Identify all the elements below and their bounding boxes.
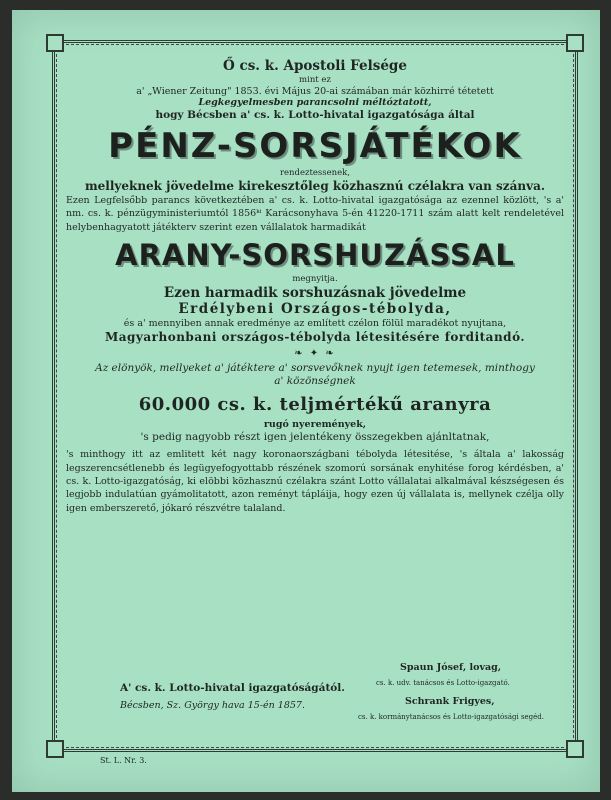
header-line: mint ez (299, 74, 331, 85)
body-line: rugó nyeremények, (263, 419, 367, 431)
body-paragraph: Ezen Legfelsőbb parancs következtében a' cs. k. Lotto-hivatal igazgatósága az ezennel közlött, 's a' nm. cs. k. pénzügyministeriumtól 1856ᵏⁱ Karácsonyhava 5-én 41220-1711 szám alatt kelt rendeletével helybenhagyatott játékterv szerint ezen vállalatok harmadikát (66, 195, 564, 233)
poster-content (62, 58, 568, 515)
corner-ornament (566, 740, 584, 758)
signature-name: Spaun Jósef, lovag, (400, 662, 502, 673)
body-line: a' közönségnek (274, 375, 356, 388)
header-line: hogy Bécsben a' cs. k. Lotto-hivatal igazgatósága által (155, 109, 475, 122)
poster-title: Ő cs. k. Apostoli Felsége (223, 58, 407, 74)
body-paragraph: 's minthogy itt az emlitett két nagy koronaországbani tébolyda létesitése, 's általa a' lakosság legszerencsétlenebb és legügyefogyottabb részének szomorú sorsának enyhitése forog kérdésben, a' cs. k. Lotto-igazgatóság, ki elöbbi közhasznú czélakra szánt Lotto vállalatai alkalmával készségesen és legjobb indulatúan gyámolitatott, azon reményt tápláija, hogy ezen új vállalata is, mellynek czélja olly igen emberszerető, jókaró részvétre talaland. (66, 449, 564, 514)
body-line: Magyarhonbani országos-tébolyda létesitésére forditandó. (104, 330, 526, 345)
signature-title: cs. k. udv. tanácsos és Lotto-igazgató. (376, 679, 510, 687)
signoff-from: A' cs. k. Lotto-hivatal igazgatóságától. (120, 682, 345, 694)
signoff-date: Bécsben, Sz. György hava 15-én 1857. (120, 700, 305, 711)
signature-title: cs. k. kormánytanácsos és Lotto-igazgatósági segéd. (358, 713, 545, 721)
body-line: megnyitja. (292, 273, 338, 284)
body-line: mellyeknek jövedelme kirekesztőleg közhasznú czélakra van szánva. (84, 179, 546, 193)
header-line: Legkegyelmesben parancsolni méltóztatott, (198, 97, 432, 109)
corner-ornament (566, 34, 584, 52)
body-line: 's pedig nagyobb részt igen jelentékeny összegekben ajánltatnak, (140, 431, 490, 444)
divider-ornament: ❧ ✦ ❧ (294, 348, 336, 360)
corner-ornament (46, 34, 64, 52)
body-line: Ezen harmadik sorshuzásnak jövedelme (163, 284, 467, 301)
headline-arany-sorshuzassal: ARANY-SORSHUZÁSSAL (115, 237, 515, 272)
body-line: és a' mennyiben annak eredménye az említett czélon fölül maradékot nyujtana, (123, 318, 507, 330)
footer-reference: St. L. Nr. 3. (100, 756, 147, 765)
body-line: Erdélybeni Országos-tébolyda, (178, 301, 452, 318)
signature-name: Schrank Frigyes, (405, 696, 495, 707)
headline-penz-sorsjatekok: PÉNZ-SORSJÁTÉKOK (108, 126, 522, 167)
body-line: rendeztessenek, (279, 168, 351, 179)
body-line: Az elönyök, mellyeket a' játéktere a' sorsvevőknek nyujt igen tetemesek, minthogy (95, 362, 535, 375)
headline-aranyra: 60.000 cs. k. teljmértékű aranyra (138, 394, 492, 416)
header-line: a' „Wiener Zeitung" 1853. évi Május 20-ai számában már közhirré tétetett (136, 85, 494, 97)
corner-ornament (46, 740, 64, 758)
